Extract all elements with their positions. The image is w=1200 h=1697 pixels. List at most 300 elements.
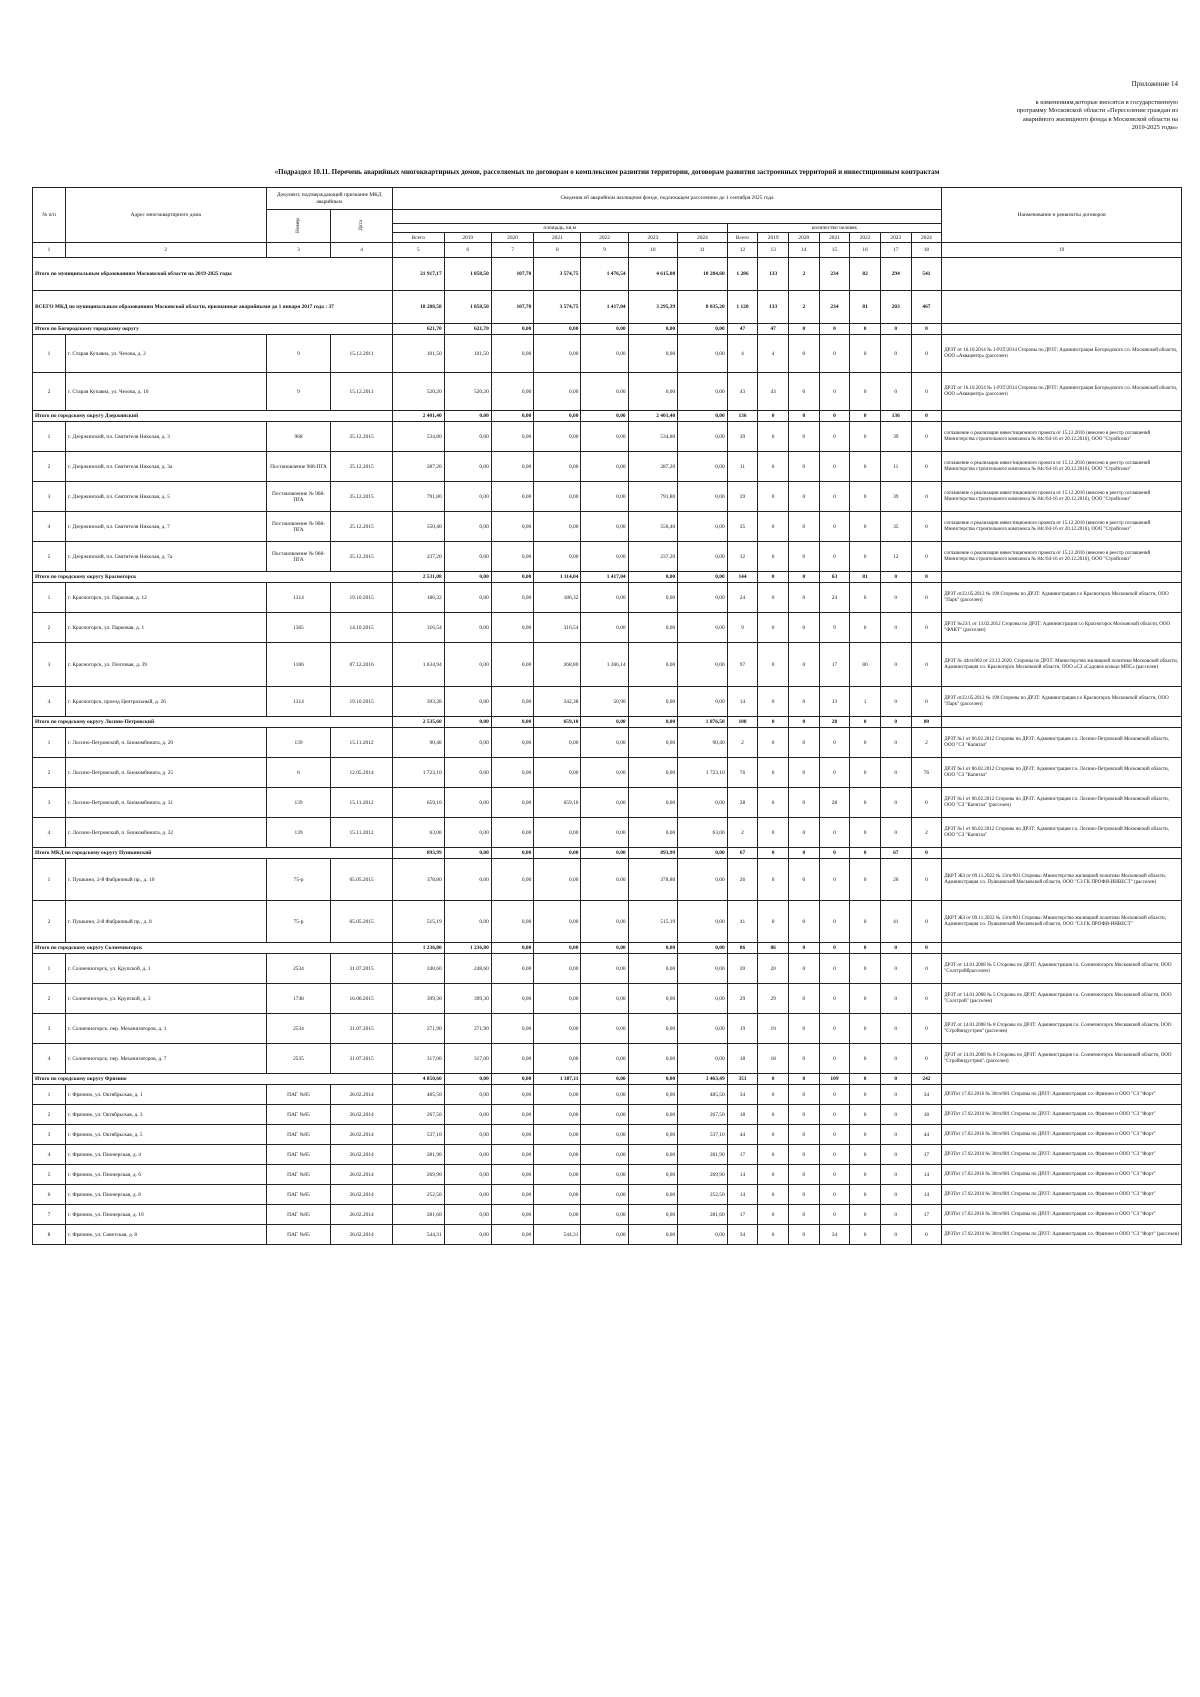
doc-number-cell: 139 — [266, 728, 331, 758]
document-title: «Подраздел 10.11. Перечень аварийных многоквартирных домов, расселяемых по договорам о комплексном развитии территории, договорам развития застроенных территорий и инвестиционным контрактам — [274, 168, 940, 176]
contract-cell: ДРЗТ №1 от 06.02.2012 Стороны по ДРЗТ: Администрация г.о. Лосино-Петровский Московской области, ООО "СЗ "Капитал" (расселен) — [942, 788, 1182, 818]
area-total-cell: 63,00 — [392, 818, 444, 848]
people-year-cell: 0 — [911, 542, 942, 572]
address-cell: г. Фрязино, ул. Пионерская, д. 8 — [66, 1185, 267, 1205]
area-year-cell: 0,00 — [444, 1074, 491, 1085]
people-year-cell: 0 — [880, 943, 911, 954]
people-total-cell: 17 — [727, 1145, 758, 1165]
row-number: 2 — [33, 1105, 66, 1125]
people-year-cell: 0 — [788, 788, 819, 818]
people-year-cell: 2 — [788, 258, 819, 291]
area-year-cell: 0,00 — [628, 1074, 678, 1085]
area-year-cell: 1 366,14 — [581, 643, 628, 687]
people-year-cell: 0 — [819, 758, 850, 788]
people-year-cell: 0 — [819, 901, 850, 943]
contract-cell: ДРЗТ от 14.01.2008 № 5 Стороны по ДРЗТ: Администрация г.о. Солнечногорск Московской области, ООО "Солстройбрасселен) — [942, 954, 1182, 984]
row-number: 8 — [33, 1225, 66, 1245]
people-year-cell: 14 — [911, 1185, 942, 1205]
people-year-cell: 0 — [788, 1185, 819, 1205]
area-year-cell: 520,20 — [444, 373, 491, 411]
people-year-cell: 0 — [850, 1145, 881, 1165]
address-cell: г. Солнечногорск, ул. Крупской, д. 1 — [66, 954, 267, 984]
area-year-cell: 0,00 — [444, 1145, 491, 1165]
area-year-cell: 0,00 — [444, 1125, 491, 1145]
area-year-cell: 0,00 — [491, 1145, 533, 1165]
people-year-cell: 28 — [819, 788, 850, 818]
contract-cell: ДРЗТ от22.05.2012 № 190 Стороны по ДРЗТ: Администрация г.о Красногорск Московской области, ООО "Парк" (расселен) — [942, 583, 1182, 613]
area-year-cell: 0,00 — [534, 373, 581, 411]
table-row — [33, 482, 1182, 512]
area-year-cell: 281,90 — [678, 1145, 728, 1165]
row-number: 1 — [33, 422, 66, 452]
area-year-cell: 0,00 — [444, 643, 491, 687]
header-year: 2021 — [534, 233, 581, 243]
people-year-cell: 0 — [819, 452, 850, 482]
people-total-cell: 35 — [727, 512, 758, 542]
area-year-cell: 0,00 — [628, 613, 678, 643]
people-year-cell: 0 — [880, 954, 911, 984]
people-year-cell: 0 — [880, 687, 911, 717]
people-year-cell: 86 — [758, 943, 789, 954]
area-year-cell: 893,99 — [628, 848, 678, 859]
people-year-cell: 0 — [819, 422, 850, 452]
people-year-cell: 0 — [819, 542, 850, 572]
area-total-cell: 316,54 — [392, 613, 444, 643]
header-doc-number: Номер — [266, 210, 331, 243]
area-year-cell: 534,80 — [628, 422, 678, 452]
table-row — [33, 788, 1182, 818]
people-total-cell: 34 — [727, 1085, 758, 1105]
area-year-cell: 659,10 — [534, 717, 581, 728]
people-year-cell: 0 — [819, 1014, 850, 1044]
area-year-cell: 281,60 — [678, 1205, 728, 1225]
doc-number-cell: ПАГ №95 — [266, 1125, 331, 1145]
people-total-cell: 9 — [727, 613, 758, 643]
area-year-cell: 0,00 — [534, 758, 581, 788]
area-year-cell: 50,90 — [581, 687, 628, 717]
area-year-cell: 0,00 — [581, 901, 628, 943]
contract-cell: соглашение о реализации инвестиционного проекта от 15.12.2016 (внесено в реестр соглашений Министерства строительного комплекса № 84с/64-16 от 20.12.2016), ООО "Стройсоюз" — [942, 542, 1182, 572]
people-year-cell: 0 — [788, 542, 819, 572]
doc-number-cell: 2534 — [266, 954, 331, 984]
area-year-cell: 0,00 — [678, 452, 728, 482]
area-year-cell: 0,00 — [678, 482, 728, 512]
header-year: 2021 — [819, 233, 850, 243]
area-year-cell: 0,00 — [678, 335, 728, 373]
area-total-cell: 534,80 — [392, 422, 444, 452]
area-year-cell: 0,00 — [491, 1165, 533, 1185]
row-number: 1 — [33, 335, 66, 373]
group-total-row — [33, 572, 1182, 583]
people-year-cell: 0 — [758, 717, 789, 728]
people-year-cell: 0 — [819, 728, 850, 758]
contract-cell: соглашение о реализации инвестиционного проекта от 15.12.2016 (внесено в реестр соглашений Министерства строительного комплекса № 84с/64-16 от 20.12.2016), ООО "Стройсоюз" — [942, 452, 1182, 482]
doc-date-cell: 16.06.2015 — [331, 984, 392, 1014]
people-year-cell: 24 — [819, 583, 850, 613]
people-year-cell: 0 — [758, 1145, 789, 1165]
people-total-cell: 20 — [727, 954, 758, 984]
total-label: Итого по городскому округу Красногорск — [33, 572, 393, 583]
table-row — [33, 687, 1182, 717]
column-number: 8 — [534, 243, 581, 258]
area-year-cell: 0,00 — [444, 1105, 491, 1125]
people-year-cell: 0 — [758, 422, 789, 452]
people-year-cell: 0 — [819, 512, 850, 542]
area-year-cell: 63,00 — [678, 818, 728, 848]
people-year-cell: 0 — [850, 717, 881, 728]
area-year-cell: 0,00 — [581, 818, 628, 848]
people-year-cell: 0 — [788, 572, 819, 583]
row-number: 4 — [33, 1044, 66, 1074]
doc-number-cell: Постановление № 968-ПГА — [266, 512, 331, 542]
area-year-cell: 791,80 — [628, 482, 678, 512]
area-year-cell: 186,32 — [534, 583, 581, 613]
area-year-cell: 0,00 — [678, 613, 728, 643]
people-year-cell: 34 — [911, 1085, 942, 1105]
people-year-cell: 0 — [758, 411, 789, 422]
people-year-cell: 0 — [819, 1044, 850, 1074]
total-label: Итого по Богородскому городскому округу — [33, 324, 393, 335]
people-year-cell: 14 — [911, 1165, 942, 1185]
address-cell: г. Фрязино, ул. Октябрьская, д. 3 — [66, 1105, 267, 1125]
people-total-cell: 86 — [727, 943, 758, 954]
people-year-cell: 0 — [911, 1044, 942, 1074]
area-year-cell: 0,00 — [628, 758, 678, 788]
people-year-cell: 0 — [788, 373, 819, 411]
doc-number-cell: 9 — [266, 335, 331, 373]
area-year-cell: 267,50 — [678, 1105, 728, 1125]
address-cell: г. Фрязино, ул. Пионерская, д. 10 — [66, 1205, 267, 1225]
people-year-cell: 0 — [758, 788, 789, 818]
people-year-cell: 0 — [819, 943, 850, 954]
header-doc-date: Дата — [331, 210, 392, 243]
contract-cell: ДРЗТ №23/1 от 13.02.2012 Стороны по ДРЗТ: Администрация г.о Красногорск Московской области, ООО "ФАКТ" (расселен) — [942, 613, 1182, 643]
people-year-cell: 80 — [850, 643, 881, 687]
area-total-cell: 269,90 — [392, 1165, 444, 1185]
row-number: 1 — [33, 583, 66, 613]
area-year-cell: 0,00 — [444, 848, 491, 859]
column-number: 6 — [444, 243, 491, 258]
area-year-cell: 0,00 — [628, 943, 678, 954]
row-number: 2 — [33, 613, 66, 643]
people-year-cell: 0 — [819, 984, 850, 1014]
area-year-cell: 0,00 — [491, 1105, 533, 1125]
people-year-cell: 0 — [819, 954, 850, 984]
address-cell: г. Дзержинский, пл. Святителя Николая, д. 3а — [66, 452, 267, 482]
area-year-cell: 0,00 — [628, 728, 678, 758]
doc-number-cell: 9 — [266, 373, 331, 411]
contract-cell: ДРЗТ от22.05.2012 № 190 Стороны по ДРЗТ: Администрация г.о Красногорск Московской области, ООО "Парк" (расселен) — [942, 687, 1182, 717]
doc-number-cell: ПАГ №95 — [266, 1225, 331, 1245]
people-year-cell: 0 — [788, 1205, 819, 1225]
address-cell: г. Старая Купавна, ул. Чехова, д. 10 — [66, 373, 267, 411]
area-year-cell: 0,00 — [581, 1085, 628, 1105]
people-year-cell: 0 — [819, 1165, 850, 1185]
area-year-cell: 252,50 — [678, 1185, 728, 1205]
people-year-cell: 0 — [788, 335, 819, 373]
people-year-cell: 541 — [911, 258, 942, 291]
people-total-cell: 39 — [727, 422, 758, 452]
people-year-cell: 0 — [880, 1205, 911, 1225]
area-year-cell: 378,80 — [628, 859, 678, 901]
people-total-cell: 26 — [727, 859, 758, 901]
people-year-cell: 0 — [850, 1014, 881, 1044]
people-total-cell: 108 — [727, 717, 758, 728]
area-year-cell: 90,40 — [678, 728, 728, 758]
area-total-cell: 281,90 — [392, 1145, 444, 1165]
area-year-cell: 0,00 — [444, 818, 491, 848]
housing-table — [32, 187, 1182, 1245]
area-year-cell: 2 401,40 — [628, 411, 678, 422]
area-year-cell: 0,00 — [534, 848, 581, 859]
area-year-cell: 0,00 — [491, 728, 533, 758]
doc-date-cell: 19.10.2015 — [331, 583, 392, 613]
people-year-cell: 0 — [788, 422, 819, 452]
people-year-cell: 0 — [819, 818, 850, 848]
people-year-cell: 0 — [911, 848, 942, 859]
row-number: 2 — [33, 452, 66, 482]
area-year-cell: 0,00 — [628, 984, 678, 1014]
area-year-cell: 268,80 — [534, 643, 581, 687]
people-year-cell: 0 — [819, 1185, 850, 1205]
address-cell: г. Фрязино, ул. Пионерская, д. 6 — [66, 1165, 267, 1185]
group-total-row — [33, 943, 1182, 954]
header-year: 2020 — [788, 233, 819, 243]
area-year-cell: 0,00 — [491, 643, 533, 687]
area-year-cell: 0,00 — [678, 1014, 728, 1044]
area-year-cell: 0,00 — [678, 943, 728, 954]
area-year-cell: 0,00 — [491, 335, 533, 373]
doc-date-cell: 26.02.2014 — [331, 1225, 392, 1245]
people-year-cell: 19 — [758, 1014, 789, 1044]
area-year-cell: 3 574,75 — [534, 258, 581, 291]
area-total-cell: 2 401,40 — [392, 411, 444, 422]
table-row — [33, 373, 1182, 411]
area-year-cell: 0,00 — [444, 687, 491, 717]
header-area: площадь, кв.м — [392, 224, 727, 233]
contract-cell: ДРЗТот 17.02.2016 № 30гп/001 Стороны по ДРЗТ: Администрация г.о. Фрязино и ООО "СЗ "Форт" — [942, 1165, 1182, 1185]
people-year-cell: 0 — [880, 1014, 911, 1044]
contract-cell — [942, 1074, 1182, 1085]
people-year-cell: 0 — [850, 954, 881, 984]
contract-cell: ДКРТ ЖЗ от 09.11.2022 № 13гп/001 Стороны: Министерство жилищной политики Московской области, Администрация г.о. Пушкинский Московской области, ООО "СЗ ГК ПРОФИ-ИНВЕСТ" (расселен) — [942, 859, 1182, 901]
people-year-cell: 0 — [880, 1105, 911, 1125]
address-cell: г. Старая Купавна, ул. Чехова, д. 2 — [66, 335, 267, 373]
area-year-cell: 0,00 — [581, 943, 628, 954]
area-year-cell: 0,00 — [678, 859, 728, 901]
area-year-cell: 0,00 — [534, 1105, 581, 1125]
area-year-cell: 0,00 — [628, 373, 678, 411]
people-year-cell: 0 — [880, 758, 911, 788]
doc-number-cell: ПАГ №95 — [266, 1205, 331, 1225]
contract-cell: ДКРТ ЖЗ от 09.11.2022 № 13гп/001 Стороны: Министерство жилищной политики Московской области, Администрация г.о. Пушкинский Московской области, ООО "СЗ ГК ПРОФИ-ИНВЕСТ" — [942, 901, 1182, 943]
people-year-cell: 0 — [850, 1105, 881, 1125]
doc-number-cell: ПАГ №95 — [266, 1185, 331, 1205]
people-year-cell: 0 — [850, 1185, 881, 1205]
people-year-cell: 0 — [758, 848, 789, 859]
area-year-cell: 0,00 — [678, 984, 728, 1014]
people-year-cell: 0 — [758, 901, 789, 943]
contract-cell — [942, 324, 1182, 335]
area-year-cell: 0,00 — [581, 859, 628, 901]
doc-date-cell: 25.12.2015 — [331, 542, 392, 572]
column-number: 12 — [727, 243, 758, 258]
people-total-cell: 17 — [727, 1205, 758, 1225]
area-year-cell: 271,90 — [444, 1014, 491, 1044]
table-row — [33, 728, 1182, 758]
people-year-cell: 0 — [880, 373, 911, 411]
area-year-cell: 0,00 — [581, 422, 628, 452]
area-year-cell: 0,00 — [581, 1074, 628, 1085]
area-year-cell: 0,00 — [491, 1085, 533, 1105]
area-year-cell: 0,00 — [491, 1044, 533, 1074]
area-year-cell: 0,00 — [581, 324, 628, 335]
people-year-cell: 0 — [911, 422, 942, 452]
area-total-cell: 101,50 — [392, 335, 444, 373]
area-year-cell: 317,00 — [444, 1044, 491, 1074]
people-year-cell: 0 — [911, 687, 942, 717]
people-year-cell: 0 — [911, 452, 942, 482]
people-year-cell: 0 — [880, 583, 911, 613]
area-year-cell: 0,00 — [581, 1125, 628, 1145]
area-total-cell: 550,40 — [392, 512, 444, 542]
area-year-cell: 0,00 — [444, 422, 491, 452]
people-total-cell: 14 — [727, 1185, 758, 1205]
people-year-cell: 0 — [850, 482, 881, 512]
header-year: 2023 — [880, 233, 911, 243]
total-label: Итого по городскому округу Лосино-Петровский — [33, 717, 393, 728]
doc-number-cell: 2534 — [266, 1014, 331, 1044]
area-year-cell: 0,00 — [491, 583, 533, 613]
area-year-cell: 248,60 — [444, 954, 491, 984]
table-row — [33, 542, 1182, 572]
table-row — [33, 1205, 1182, 1225]
address-cell: г. Красногорск, проезд Центральный, д. 26 — [66, 687, 267, 717]
area-year-cell: 0,00 — [628, 1165, 678, 1185]
people-year-cell: 0 — [758, 583, 789, 613]
area-year-cell: 0,00 — [491, 1205, 533, 1225]
contract-cell: ДРЗТ №1 от 06.02.2012 Стороны по ДРЗТ: Администрация г.о. Лосино-Петровский Московской области, ООО "СЗ "Капитал" — [942, 818, 1182, 848]
area-year-cell: 0,00 — [491, 848, 533, 859]
header-area-total: Всего — [392, 233, 444, 243]
contract-cell: ДРЗТот 17.02.2016 № 30гп/001 Стороны по ДРЗТ: Администрация г.о. Фрязино и ООО "СЗ "Форт" — [942, 1085, 1182, 1105]
doc-date-cell: 26.02.2014 — [331, 1205, 392, 1225]
address-cell: г. Дзержинский, пл. Святителя Николая, д. 3 — [66, 422, 267, 452]
table-row — [33, 583, 1182, 613]
area-year-cell: 0,00 — [581, 954, 628, 984]
area-year-cell: 0,00 — [534, 411, 581, 422]
people-year-cell: 0 — [880, 1125, 911, 1145]
people-year-cell: 0 — [850, 512, 881, 542]
appendix-line: программу Московской области «Переселение граждан из — [1016, 107, 1178, 114]
area-year-cell: 485,50 — [678, 1085, 728, 1105]
doc-date-cell: 26.02.2014 — [331, 1125, 392, 1145]
people-total-cell: 18 — [727, 1044, 758, 1074]
table-row — [33, 954, 1182, 984]
area-total-cell: 485,50 — [392, 1085, 444, 1105]
people-year-cell: 0 — [788, 583, 819, 613]
housing-table-wrapper — [32, 187, 1182, 1245]
area-year-cell: 0,00 — [678, 1225, 728, 1245]
area-year-cell: 3 574,75 — [534, 291, 581, 324]
area-year-cell: 0,00 — [678, 643, 728, 687]
people-year-cell: 0 — [850, 859, 881, 901]
people-year-cell: 0 — [788, 954, 819, 984]
contract-cell: соглашение о реализации инвестиционного проекта от 15.12.2016 (внесено в реестр соглашений Министерства строительного комплекса № 84с/64-16 от 20.12.2016), ООО "Стройсоюз" — [942, 512, 1182, 542]
header-year: 2024 — [911, 233, 942, 243]
address-cell: г. Лосино-Петровский, п. Биокомбината, д. 25 — [66, 758, 267, 788]
area-year-cell: 101,50 — [444, 335, 491, 373]
people-year-cell: 234 — [819, 258, 850, 291]
people-year-cell: 0 — [758, 1105, 789, 1125]
people-year-cell: 0 — [850, 848, 881, 859]
doc-date-cell: 26.02.2014 — [331, 1165, 392, 1185]
people-year-cell: 0 — [788, 859, 819, 901]
area-year-cell: 0,00 — [534, 324, 581, 335]
people-year-cell: 13 — [819, 687, 850, 717]
area-year-cell: 0,00 — [491, 572, 533, 583]
people-year-cell: 0 — [788, 717, 819, 728]
people-year-cell: 0 — [819, 335, 850, 373]
people-year-cell: 0 — [850, 583, 881, 613]
header-people-total: Всего — [727, 233, 758, 243]
people-year-cell: 47 — [758, 324, 789, 335]
address-cell: г. Дзержинский, пл. Святителя Николая, д. 7а — [66, 542, 267, 572]
area-year-cell: 0,00 — [534, 818, 581, 848]
area-year-cell: 0,00 — [444, 901, 491, 943]
area-year-cell: 621,70 — [444, 324, 491, 335]
people-year-cell: 0 — [788, 482, 819, 512]
area-year-cell: 1 876,50 — [678, 717, 728, 728]
area-year-cell: 0,00 — [491, 717, 533, 728]
contract-cell — [942, 848, 1182, 859]
people-year-cell: 35 — [880, 512, 911, 542]
doc-number-cell: 139 — [266, 818, 331, 848]
doc-date-cell: 15.11.2012 — [331, 818, 392, 848]
area-year-cell: 8 035,20 — [678, 291, 728, 324]
people-year-cell: 0 — [758, 1125, 789, 1145]
people-year-cell: 2 — [788, 291, 819, 324]
people-year-cell: 44 — [911, 1125, 942, 1145]
people-year-cell: 0 — [788, 411, 819, 422]
area-total-cell: 186,32 — [392, 583, 444, 613]
area-year-cell: 0,00 — [444, 542, 491, 572]
area-year-cell: 0,00 — [491, 482, 533, 512]
doc-number-cell: ПАГ №95 — [266, 1105, 331, 1125]
people-year-cell: 0 — [911, 324, 942, 335]
people-year-cell: 0 — [911, 373, 942, 411]
area-year-cell: 0,00 — [534, 1185, 581, 1205]
area-year-cell: 0,00 — [491, 373, 533, 411]
people-year-cell: 0 — [758, 1205, 789, 1225]
row-number: 7 — [33, 1205, 66, 1225]
people-year-cell: 0 — [758, 1165, 789, 1185]
group-total-row — [33, 1074, 1182, 1085]
total-label: Итого по городскому округу Фрязино — [33, 1074, 393, 1085]
row-number: 2 — [33, 373, 66, 411]
doc-date-cell: 31.07.2015 — [331, 954, 392, 984]
area-year-cell: 0,00 — [678, 1044, 728, 1074]
table-row — [33, 1014, 1182, 1044]
people-year-cell: 0 — [788, 1014, 819, 1044]
doc-date-cell: 26.02.2014 — [331, 1185, 392, 1205]
people-year-cell: 0 — [788, 1225, 819, 1245]
people-year-cell: 12 — [880, 542, 911, 572]
doc-number-cell: 2535 — [266, 1044, 331, 1074]
area-year-cell: 237,20 — [628, 542, 678, 572]
people-total-cell: 4 — [727, 335, 758, 373]
people-year-cell: 0 — [880, 1074, 911, 1085]
